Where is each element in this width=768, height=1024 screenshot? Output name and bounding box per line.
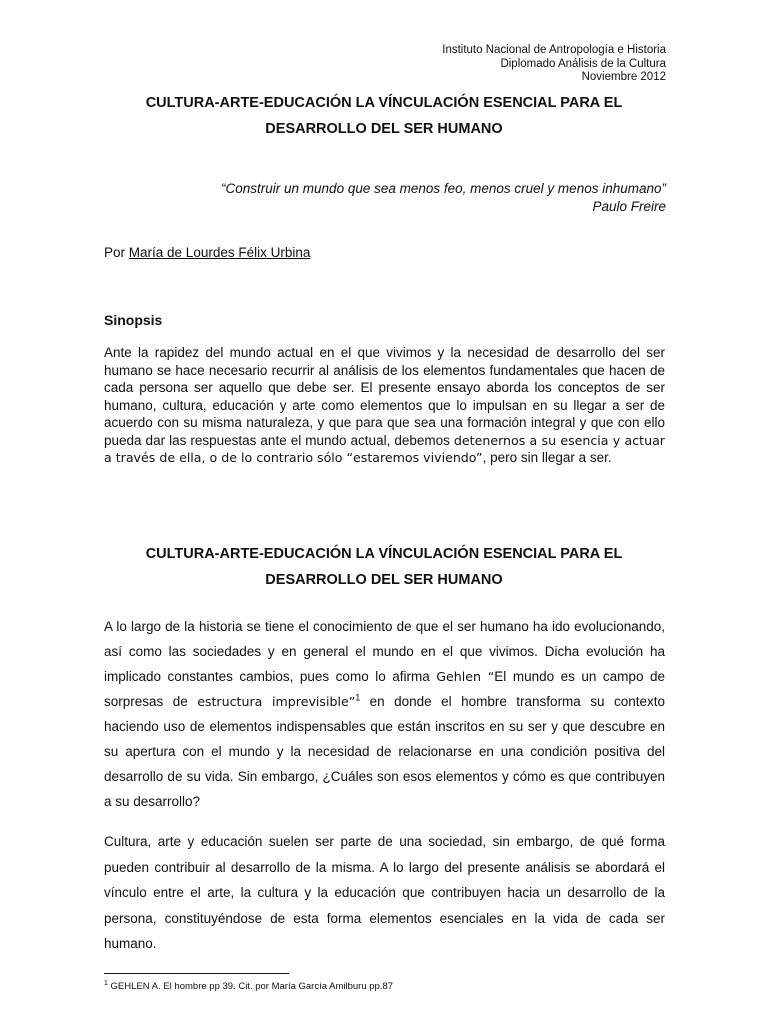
- document-header: [442, 44, 666, 85]
- header-program: Diplomado Análisis de la Cultura: [500, 57, 666, 70]
- footnote-number: 1: [104, 979, 108, 987]
- epigraph-author: Paulo Freire: [592, 199, 666, 214]
- footnote-text: GEHLEN A. El hombre pp 39. Cit. por María García Amilburu pp.87: [107, 981, 394, 992]
- synopsis-text-a: Ante la rapidez del mundo actual en el que vivimos y la necesidad de desarrollo del ser humano se hace necesario recurrir al análisis de los elementos fundamentales que hacen de cada persona ser aquello que debe ser. El presente ensayo aborda los conceptos de ser humano, cultura, educación y arte como elementos que lo impulsan en su llegar a ser de acuerdo con su misma naturaleza, y que para que sea una formación integral y que con ello pueda dar las respuestas ante el mundo actual, debemos: [104, 345, 665, 448]
- synopsis-text-b: detenernos a su esencia y actuar a través de ella, o de lo contrario sólo “estaremos viviendo”: [104, 432, 665, 465]
- footnote-divider: [104, 973, 289, 974]
- header-date: Noviembre 2012: [581, 71, 666, 83]
- epigraph: [221, 180, 666, 216]
- epigraph-quote: “Construir un mundo que sea menos feo, menos cruel y menos inhumano”: [221, 181, 666, 196]
- title-line-1: CULTURA-ARTE-EDUCACIÓN LA VÍNCULACIÓN ESENCIAL PARA EL: [145, 95, 623, 111]
- byline: [104, 245, 310, 260]
- synopsis-paragraph: [104, 344, 665, 467]
- body-p1-a: A lo largo de la historia se tiene el conocimiento de que el ser humano ha ido evolucionando, así como las sociedades y en general el mundo en el que vivimos. Dicha evolución ha implicado constantes cambios, pues como lo afirma: [104, 619, 665, 684]
- body-paragraph-2: Cultura, arte y educación suelen ser parte de una sociedad, sin embargo, de qué forma pueden contribuir al desarrollo de la misma. A lo largo del presente análisis se abordará el vínculo entre el arte, la cultura y la educación que contribuyen hacia un desarrollo de la persona, constituyéndose de esta forma elementos esenciales en la vida de cada ser humano.: [104, 834, 665, 951]
- body-p1-d: estructura imprevisible”: [197, 694, 356, 709]
- header-institution: Instituto Nacional de Antropología e Historia: [442, 44, 666, 56]
- footnote-marker: 1: [355, 692, 361, 703]
- body-p1-c: El mundo es un campo de sorpresas de: [104, 669, 665, 709]
- section-title-line-1: CULTURA-ARTE-EDUCACIÓN LA VÍNCULACIÓN ESENCIAL PARA EL: [145, 546, 623, 562]
- body-p1-b: Gehlen “: [436, 669, 495, 684]
- document-title: [104, 90, 664, 142]
- body-paragraph-1: [104, 614, 665, 814]
- synopsis-text-c: , pero sin llegar a ser.: [482, 450, 612, 465]
- title-line-2: DESARROLLO DEL SER HUMANO: [265, 121, 503, 137]
- byline-author: María de Lourdes Félix Urbina: [128, 245, 311, 260]
- synopsis-heading: Sinopsis: [104, 312, 163, 328]
- body-p1-e: en donde el hombre transforma su contexto haciendo uso de elementos indispensables que están inscritos en su ser y que descubre en su apertura con el mundo y la necesidad de relacionarse en una condición positiva del desarrollo de su vida. Sin embargo, ¿Cuáles son esos elementos y cómo es que contribuyen a su desarrollo?: [104, 694, 665, 809]
- section-title-line-2: DESARROLLO DEL SER HUMANO: [265, 572, 503, 588]
- section-title: [104, 541, 664, 593]
- byline-prefix: Por: [104, 245, 126, 260]
- footnote: [104, 981, 393, 992]
